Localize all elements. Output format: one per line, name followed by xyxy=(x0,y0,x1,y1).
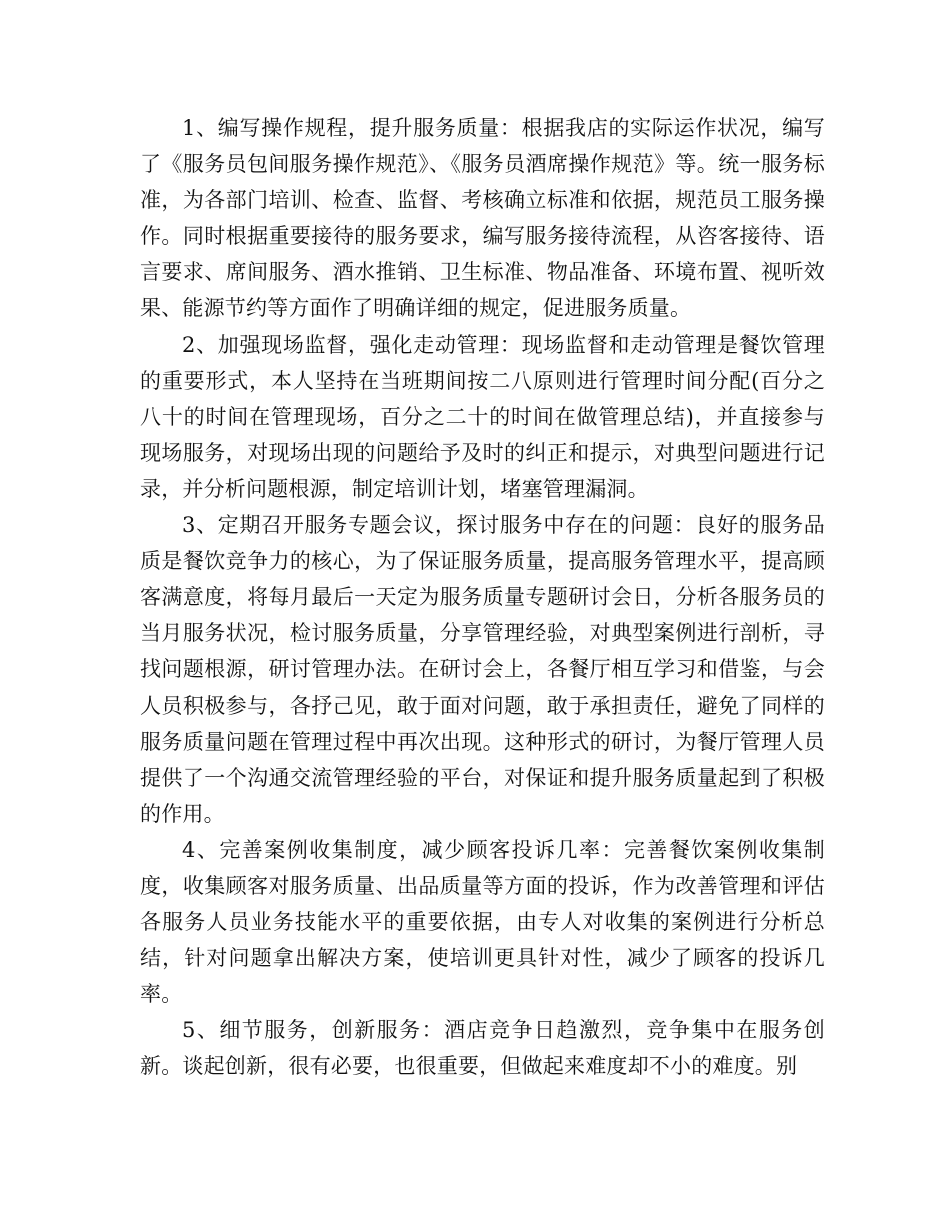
paragraph-2: 2、加强现场监督，强化走动管理：现场监督和走动管理是餐饮管理的重要形式，本人坚持在当班期间按二八原则进行管理时间分配(百分之八十的时间在管理现场，百分之二十的时间在做管理总结)，并直接参与现场服务，对现场出现的问题给予及时的纠正和提示，对典型问题进行记录，并分析问题根源，制定培训计划，堵塞管理漏洞。 xyxy=(140,332,825,501)
paragraph-3: 3、定期召开服务专题会议，探讨服务中存在的问题：良好的服务品质是餐饮竞争力的核心，为了保证服务质量，提高服务管理水平，提高顾客满意度，将每月最后一天定为服务质量专题研讨会日，分析各服务员的当月服务状况，检讨服务质量，分享管理经验，对典型案例进行剖析，寻找问题根源，研讨管理办法。在研讨会上，各餐厅相互学习和借鉴，与会人员积极参与，各抒己见，敢于面对问题，敢于承担责任，避免了同样的服务质量问题在管理过程中再次出现。这种形式的研讨，为餐厅管理人员提供了一个沟通交流管理经验的平台，对保证和提升服务质量起到了积极的作用。 xyxy=(140,513,825,826)
document-page xyxy=(140,110,825,1085)
paragraph-5: 5、细节服务，创新服务：酒店竞争日趋激烈，竞争集中在服务创新。谈起创新，很有必要，也很重要，但做起来难度却不小的难度。别 xyxy=(140,1018,825,1079)
paragraph-1: 1、编写操作规程，提升服务质量：根据我店的实际运作状况，编写了《服务员包间服务操作规范》、《服务员酒席操作规范》等。统一服务标准，为各部门培训、检查、监督、考核确立标准和依据，规范员工服务操作。同时根据重要接待的服务要求，编写服务接待流程，从咨客接待、语言要求、席间服务、酒水推销、卫生标准、物品准备、环境布置、视听效果、能源节约等方面作了明确详细的规定，促进服务质量。 xyxy=(140,116,825,321)
paragraph-4: 4、完善案例收集制度，减少顾客投诉几率：完善餐饮案例收集制度，收集顾客对服务质量、出品质量等方面的投诉，作为改善管理和评估各服务人员业务技能水平的重要依据，由专人对收集的案例进行分析总结，针对问题拿出解决方案，使培训更具针对性，减少了顾客的投诉几率。 xyxy=(140,837,825,1007)
